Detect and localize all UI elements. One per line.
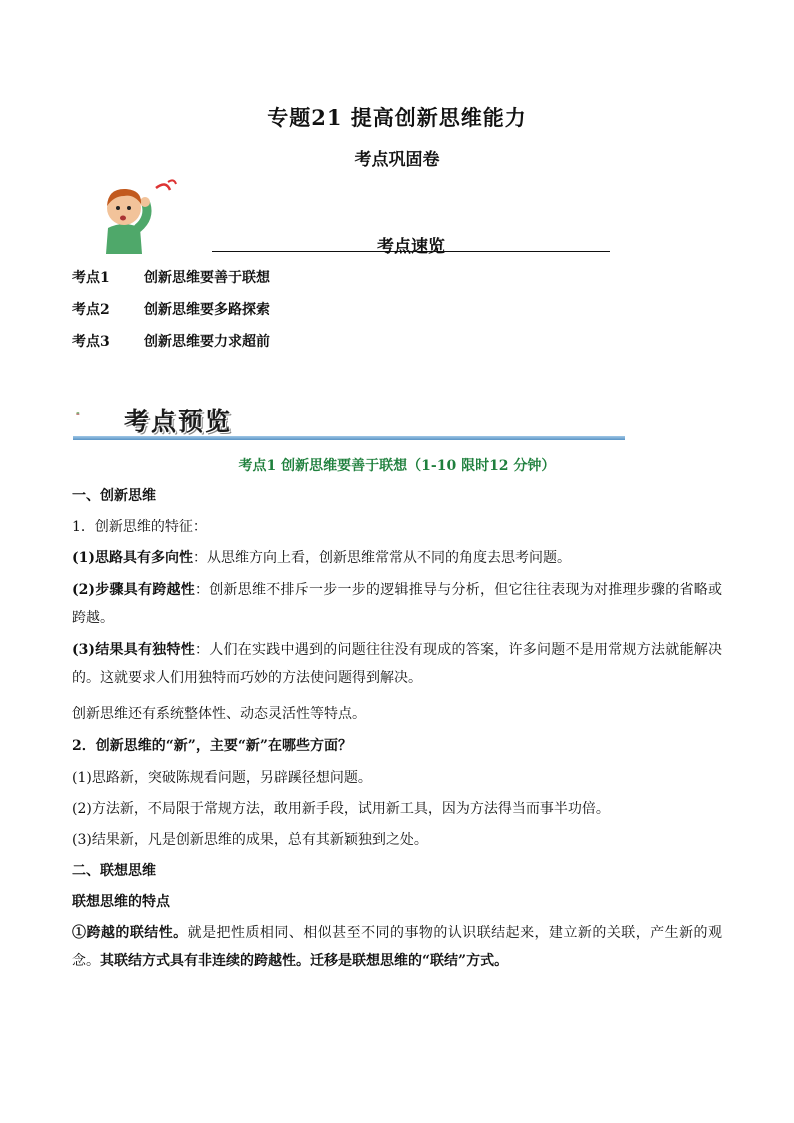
question-features: 1．创新思维的特征： — [72, 519, 207, 535]
feature-2 — [72, 576, 722, 632]
overview-item — [72, 331, 270, 351]
overview-heading: 考点速览 — [377, 237, 445, 257]
preview-banner-title: 考点预览 — [124, 407, 233, 436]
preview-banner-line — [73, 436, 625, 440]
feature-3-lead: (3)结果具有独特性 — [72, 642, 195, 658]
question-novelty: 2．创新思维的“新”，主要“新”在哪些方面？ — [72, 738, 352, 754]
feature-summary: 创新思维还有系统整体性、动态灵活性等特点。 — [72, 706, 366, 722]
overview-item-text: 创新思维要力求超前 — [144, 334, 270, 350]
heading-association-features: 联想思维的特点 — [72, 894, 170, 910]
feature-1-lead: (1)思路具有多向性 — [72, 550, 193, 566]
overview-item-text: 创新思维要多路探索 — [144, 302, 270, 318]
heading-association-thinking: 二、联想思维 — [72, 863, 156, 879]
association-feature-1-tail: 其联结方式具有非连续的跨越性。迁移是联想思维的“联结”方式。 — [100, 953, 509, 969]
novelty-3: (3)结果新，凡是创新思维的成果，总有其新颖独到之处。 — [72, 832, 428, 848]
feature-3 — [72, 636, 722, 692]
association-feature-1-lead: ①跨越的联结性。 — [72, 925, 188, 941]
novelty-2: (2)方法新，不局限于常规方法，敢用新手段，试用新工具，因为方法得当而事半功倍。 — [72, 801, 610, 817]
overview-item — [72, 299, 270, 319]
feature-1 — [72, 544, 722, 572]
document-subtitle: 考点巩固卷 — [354, 150, 440, 170]
overview-underline — [212, 251, 610, 252]
books-stack-icon — [76, 394, 122, 434]
heading-creative-thinking: 一、创新思维 — [72, 488, 156, 504]
section-heading: 考点1 创新思维要善于联想（1-10 限时12 分钟） — [238, 458, 556, 474]
feature-1-text: ：从思维方向上看，创新思维常常从不同的角度去思考问题。 — [193, 550, 571, 566]
association-feature-1-text: 就是把性质相同、相似甚至不同的事物的认识联结起来，建立新的关联，产生新的观念。 — [72, 925, 723, 969]
overview-item — [72, 267, 270, 287]
overview-item-number: 考点2 — [72, 302, 110, 318]
document-title: 专题21 提高创新思维能力 — [267, 105, 527, 130]
thinking-boy-icon — [84, 178, 184, 254]
feature-2-text: ：创新思维不排斥一步一步的逻辑推导与分析，但它往往表现为对推理步骤的省略或跨越。 — [72, 582, 722, 626]
novelty-1: (1)思路新，突破陈规看问题，另辟蹊径想问题。 — [72, 770, 372, 786]
association-feature-1 — [72, 919, 722, 975]
overview-item-number: 考点1 — [72, 270, 110, 286]
overview-item-text: 创新思维要善于联想 — [144, 270, 270, 286]
feature-2-lead: (2)步骤具有跨越性 — [72, 582, 195, 598]
overview-item-number: 考点3 — [72, 334, 110, 350]
feature-3-text: ：人们在实践中遇到的问题往往没有现成的答案，许多问题不是用常规方法就能解决的。这就要求人们用独特而巧妙的方法使问题得到解决。 — [72, 642, 722, 686]
